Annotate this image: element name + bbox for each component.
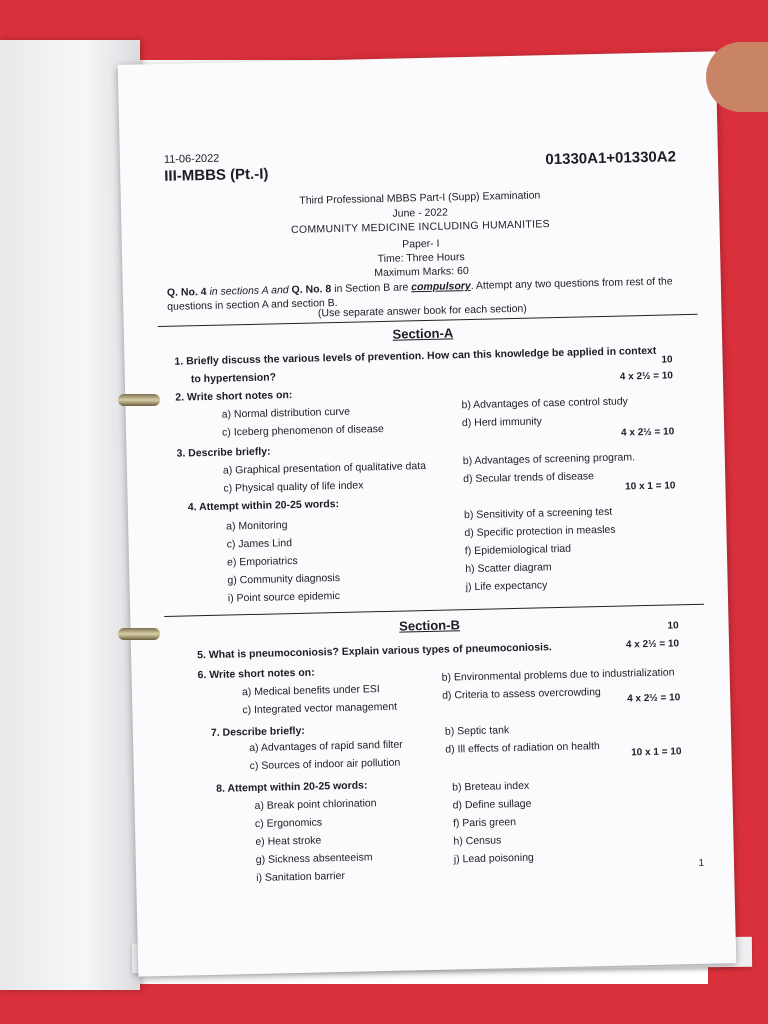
page-number: 1 [698,857,705,869]
question-2c: c) Iceberg phenomenon of disease [221,422,384,439]
question-4j: j) Life expectancy [465,579,548,594]
question-1-continued: to hypertension? [190,371,277,386]
question-4i: i) Point source epidemic [227,589,341,605]
question-8c: c) Ergonomics [254,816,323,830]
question-3c: c) Physical quality of life index [223,479,364,495]
instruction-text-1: in sections A and [206,284,292,298]
question-5: 5. What is pneumoconiosis? Explain various types of pneumoconiosis. [197,641,552,662]
question-8: 8. Attempt within 20-25 words: [216,779,368,795]
question-4a: a) Monitoring [226,519,288,533]
answer-book-note: (Use separate answer book for each section) [317,302,527,320]
subject-title: COMMUNITY MEDICINE INCLUDING HUMANITIES [290,218,551,237]
instruction-q4: Q. No. 4 [166,285,207,299]
question-2d: d) Herd immunity [461,415,543,430]
question-7-marks: 4 x 2½ = 10 [627,692,681,705]
question-8j: j) Lead poisoning [453,851,534,866]
question-2a: a) Normal distribution curve [221,405,351,421]
exam-date: 11-06-2022 [163,152,220,166]
question-6-marks: 4 x 2½ = 10 [625,638,680,651]
question-8e: e) Heat stroke [255,834,322,848]
question-7d: d) Ill effects of radiation on health [445,740,600,756]
paper-number: Paper- I [402,237,440,251]
question-4f: f) Epidemiological triad [464,542,572,558]
question-4b: b) Sensitivity of a screening test [463,505,613,522]
question-7c: c) Sources of indoor air pollution [249,756,401,773]
question-4: 4. Attempt within 20-25 words: [187,497,340,514]
question-8i: i) Sanitation barrier [256,869,346,884]
question-4d: d) Specific protection in measles [464,523,616,540]
question-6: 6. Write short notes on: [197,666,315,682]
instruction-compulsory: compulsory [411,279,471,294]
binder-ring-bottom [118,628,160,640]
paper-code: 01330A1+01330A2 [545,148,677,169]
question-4e: e) Emporiatrics [226,554,298,569]
question-4-marks: 10 x 1 = 10 [624,480,676,493]
question-1: 1. Briefly discuss the various levels of prevention. How can this knowledge be applied in context [174,344,657,368]
instruction-text-3: . Attempt any two questions from rest of the questions in section A and section B. [167,275,673,313]
question-4g: g) Community diagnosis [227,571,341,587]
question-3b: b) Advantages of screening program. [462,451,636,468]
question-8b: b) Breteau index [452,779,530,794]
question-2b: b) Advantages of case control study [461,395,628,412]
question-3-marks: 4 x 2½ = 10 [620,426,675,439]
question-8h: h) Census [453,834,502,848]
question-2: 2. Write short notes on: [175,389,293,404]
question-8g: g) Sickness absenteeism [255,851,373,866]
instruction-text-2: in Section B are [331,281,412,296]
exam-duration: Time: Three Hours [377,251,465,266]
question-8f: f) Paris green [452,816,517,830]
section-b-title: Section-B [399,617,461,634]
question-8d: d) Define sullage [452,797,532,812]
question-3: 3. Describe briefly: [176,445,271,460]
question-8-marks: 10 x 1 = 10 [631,746,682,759]
maximum-marks: Maximum Marks: 60 [374,264,469,280]
question-6b: b) Environmental problems due to industrialization [441,666,675,684]
question-1-marks: 10 [661,354,673,366]
section-a-title: Section-A [392,325,454,342]
instruction-q8: Q. No. 8 [291,283,332,297]
question-8a: a) Break point chlorination [254,797,377,812]
question-3d: d) Secular trends of disease [463,470,595,486]
course-name: III-MBBS (Pt.-I) [164,165,269,185]
binder-ring-top [118,394,160,406]
question-6d: d) Criteria to assess overcrowding [441,686,601,702]
exam-question-paper [118,51,737,976]
folded-back-pages [0,40,140,990]
question-4c: c) James Lind [226,537,293,551]
question-7: 7. Describe briefly: [210,724,305,739]
question-2-marks: 4 x 2½ = 10 [619,370,674,383]
question-3a: a) Graphical presentation of qualitative data [222,460,427,477]
question-5-marks: 10 [667,620,679,632]
question-4h: h) Scatter diagram [465,561,552,576]
question-7a: a) Advantages of rapid sand filter [249,738,403,755]
background-red-cloth-bottom [0,984,768,1024]
exam-title: Third Professional MBBS Part-I (Supp) Examination [299,189,541,207]
question-6a: a) Medical benefits under ESI [241,683,380,699]
question-7b: b) Septic tank [444,724,510,738]
exam-session: June - 2022 [392,206,449,220]
finger-holding-page [706,42,768,112]
question-6c: c) Integrated vector management [242,700,398,717]
